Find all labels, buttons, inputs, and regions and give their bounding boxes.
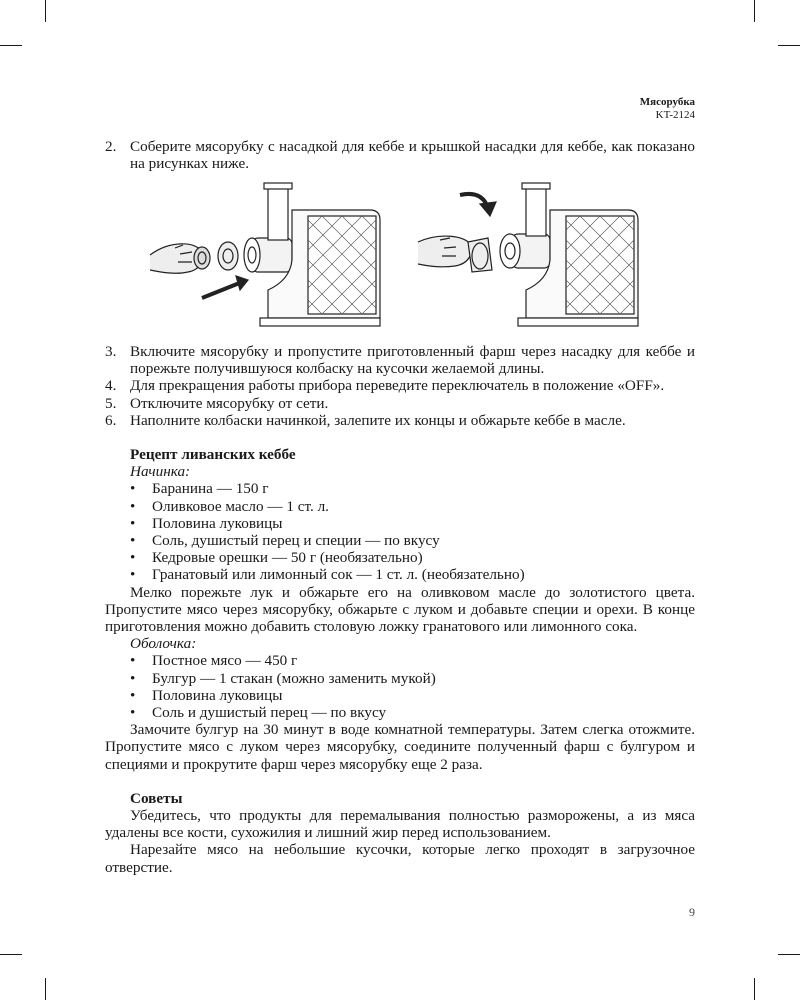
main-text (105, 343, 695, 876)
crop-mark (0, 954, 22, 955)
tips-title: Советы (130, 789, 183, 807)
step-item: 2. Соберите мясорубку с насадкой для кеббе и крышкой насадки для кеббе, как показано на рисунках ниже. (105, 138, 695, 173)
ingredient-item: • Оливковое масло — 1 ст. л. (130, 497, 329, 515)
ingredient-item: • Баранина — 150 г (130, 480, 269, 498)
recipe-title: Рецепт ливанских кеббе (130, 446, 296, 464)
crop-mark (45, 0, 46, 22)
tip-paragraph: Убедитесь, что продукты для перемалывания полностью разморожены, а из мяса удалены все кости, сухожилия и лишний жир перед использованием. (105, 807, 695, 842)
crop-mark (754, 0, 755, 22)
ingredient-item: • Кедровые орешки — 50 г (необязательно) (130, 549, 423, 567)
page-number: 9 (689, 905, 695, 919)
crop-mark (778, 45, 800, 46)
shell-instructions: Замочите булгур на 30 минут в воде комнатной температуры. Затем слегка отожмите. Пропустите мясо с луком через мясорубку, соедините полученный фарш с булгуром и специями и прокрутите фарш через мясорубку еще 2 раза. (105, 721, 695, 773)
shell-label: Оболочка: (130, 635, 197, 653)
product-name: Мясорубка (639, 96, 695, 108)
shell-ingredients (105, 652, 695, 721)
step-list-top (105, 138, 695, 172)
model-code: KT-2124 (655, 109, 695, 121)
ingredient-item: • Половина луковицы (130, 514, 283, 532)
ingredient-item: • Гранатовый или лимонный сок — 1 ст. л. (необязательно) (130, 566, 525, 584)
ingredient-item: • Постное мясо — 450 г (130, 652, 298, 670)
assembly-illustration (140, 180, 660, 335)
filling-instructions: Мелко порежьте лук и обжарьте его на оливковом масле до золотистого цвета. Пропустите мясо через мясорубку, обжарьте с луком и добавьте специи и орехи. В конце приготовления можно добавить столовую ложку гранатового или лимонного сока. (105, 583, 695, 636)
crop-mark (754, 978, 755, 1000)
meat-grinder-diagram (140, 180, 660, 335)
ingredient-item: • Соль и душистый перец — по вкусу (130, 704, 387, 722)
filling-ingredients (105, 480, 695, 583)
ingredient-item: • Половина луковицы (130, 686, 283, 704)
filling-label: Начинка: (130, 463, 191, 481)
ingredient-item: • Булгур — 1 стакан (можно заменить мукой) (130, 669, 436, 687)
step-item: 3. Включите мясорубку и пропустите приготовленный фарш через насадку для кеббе и порежьте получившуюся колбаску на кусочки желаемой длины. (105, 343, 695, 378)
crop-mark (0, 45, 22, 46)
ingredient-item: • Соль, душистый перец и специи — по вкусу (130, 532, 440, 550)
crop-mark (778, 954, 800, 955)
step-item: 5. Отключите мясорубку от сети. (105, 394, 329, 412)
crop-mark (45, 978, 46, 1000)
tip-paragraph: Нарезайте мясо на небольшие кусочки, которые легко проходят в загрузочное отверстие. (105, 841, 695, 876)
step-item: 4. Для прекращения работы прибора переведите переключатель в положение «OFF». (105, 377, 665, 395)
page-header (640, 96, 695, 122)
step-item: 6. Наполните колбаски начинкой, залепите их концы и обжарьте кеббе в масле. (105, 411, 626, 429)
